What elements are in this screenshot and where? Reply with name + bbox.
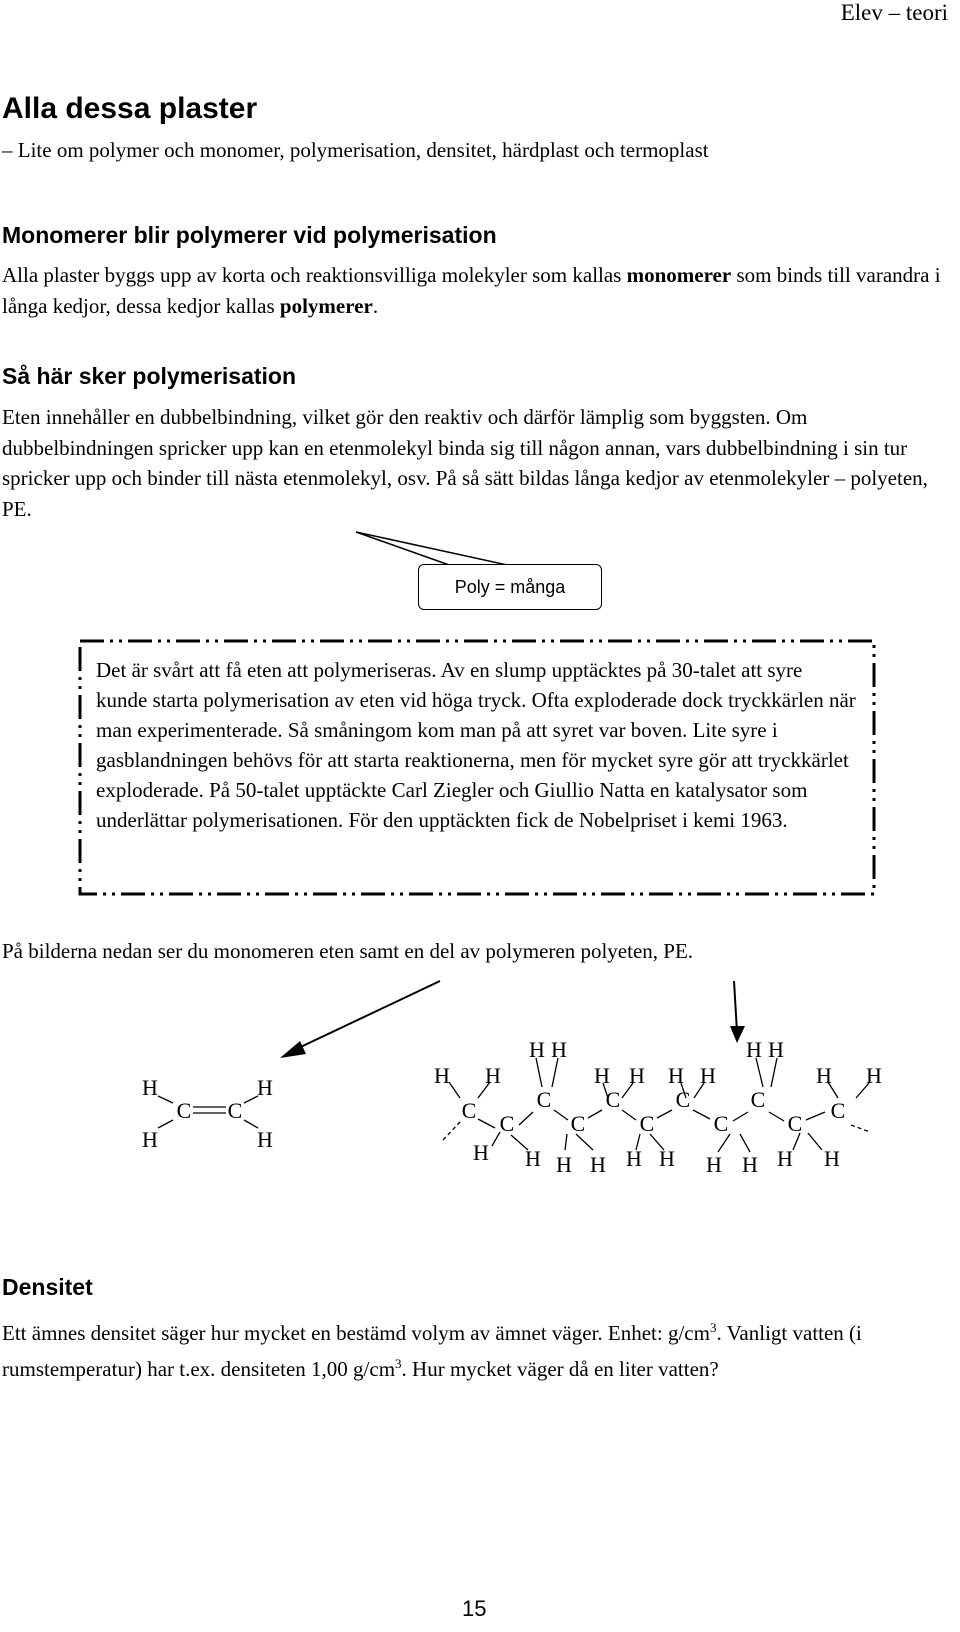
carbon-atom: C (536, 1087, 552, 1112)
text-segment: som binds till varandra i långa kedjor, dessa kedjor kallas (2, 263, 941, 318)
polyethene-bonds (443, 1058, 870, 1152)
carbon-atom: C (830, 1098, 846, 1123)
superscript: 3 (709, 1320, 717, 1335)
hydrogen-atom: H (746, 1037, 762, 1062)
hydrogen-atom: H (668, 1063, 684, 1088)
hydrogen-atom: H (590, 1152, 606, 1177)
carbon-atom: C (499, 1111, 515, 1136)
hydrogen-atom: H (485, 1063, 501, 1088)
page-title: Alla dessa plaster (2, 92, 258, 125)
text-segment: . (372, 293, 379, 318)
hydrogen-atom: H (626, 1146, 642, 1171)
term-monomers: monomerer (626, 263, 732, 287)
carbon-atom: C (176, 1098, 192, 1123)
hydrogen-atom: H (866, 1063, 882, 1088)
text-segment: Ett ämnes densitet säger hur mycket en bestämd volym av ämnet väger. Enhet: g/cm (2, 1321, 710, 1345)
hydrogen-atom: H (556, 1152, 572, 1177)
hydrogen-atom: H (629, 1063, 645, 1088)
heading-monomers: Monomerer blir polymerer vid polymerisation (2, 222, 497, 248)
hydrogen-atom: H (257, 1075, 273, 1100)
carbon-atom: C (675, 1087, 691, 1112)
paragraph-polymerisation: Eten innehåller en dubbelbindning, vilket gör den reaktiv och därför lämplig som byggsten. Om dubbelbindningen spricker upp kan en etenmolekyl binda sig till någon annan, vars dubbelbindning i sin tur spricker upp och binder till nästa etenmolekyl, osv. På så sätt bildas långa kedjor av etenmolekyler – polyeten, PE. (2, 405, 928, 521)
hydrogen-atom: H (700, 1063, 716, 1088)
hydrogen-atom: H (434, 1063, 450, 1088)
page-number: 15 (462, 1596, 487, 1621)
hydrogen-atom: H (742, 1152, 758, 1177)
page-subtitle: – Lite om polymer och monomer, polymerisation, densitet, härdplast och termoplast (2, 138, 709, 162)
hydrogen-atom: H (529, 1037, 545, 1062)
carbon-atom: C (461, 1098, 477, 1123)
polyethene-molecule (434, 1037, 882, 1177)
text-segment: . Vanligt vatten (i rumstemperatur) har t.ex. densiteten 1,00 g/cm (2, 1321, 862, 1381)
bubble-tail (356, 532, 512, 566)
superscript: 3 (395, 1355, 402, 1371)
hydrogen-atom: H (706, 1152, 722, 1177)
fact-box-text: Det är svårt att få eten att polymeriseras. Av en slump upptäcktes på 30-talet att syre kunde starta polymerisation av eten vid höga tryck. Ofta exploderade dock tryckkärlen när man experimenterade. Så småningom kom man på att syret var boven. Lite syre i gasblandningen behövs för att starta reaktionerna, men för mycket syre gör att tryckkärlet exploderade. På 50-talet upptäckte Carl Ziegler och Giullio Natta en katalysator som underlättar polymerisationen. För den upptäckten fick de Nobelpriset i kemi 1963. (96, 658, 856, 832)
hydrogen-atom: H (257, 1127, 273, 1152)
carbon-atom: C (570, 1111, 586, 1136)
arrow-to-polyethene (730, 981, 745, 1043)
pictures-intro: På bilderna nedan ser du monomeren eten samt en del av polymeren polyeten, PE. (2, 939, 694, 963)
carbon-atom: C (787, 1111, 803, 1136)
hydrogen-atom: H (777, 1146, 793, 1171)
page-header: Elev – teori (840, 0, 948, 25)
carbon-atom: C (639, 1111, 655, 1136)
carbon-atom: C (227, 1098, 243, 1123)
text-segment: . Hur mycket väger då en liter vatten? (401, 1356, 719, 1381)
carbon-atom: C (605, 1087, 621, 1112)
hydrogen-atom: H (525, 1146, 541, 1171)
hydrogen-atom: H (142, 1075, 158, 1100)
paragraph-density (2, 1313, 957, 1384)
carbon-atom: C (713, 1111, 729, 1136)
hydrogen-atom: H (659, 1146, 675, 1171)
ethene-bonds (158, 1096, 258, 1128)
carbon-atom: C (750, 1087, 766, 1112)
hydrogen-atom: H (768, 1037, 784, 1062)
heading-polymerisation: Så här sker polymerisation (2, 363, 297, 389)
heading-density: Densitet (2, 1274, 93, 1300)
text-segment: Alla plaster byggs upp av korta och reaktionsvilliga molekyler som kallas (2, 263, 627, 287)
arrow-to-ethene (280, 981, 440, 1058)
hydrogen-atom: H (551, 1037, 567, 1062)
hydrogen-atom: H (816, 1063, 832, 1088)
term-polymers: polymerer (279, 293, 373, 318)
hydrogen-atom: H (473, 1140, 489, 1165)
hydrogen-atom: H (824, 1146, 840, 1171)
hydrogen-atom: H (594, 1063, 610, 1088)
hydrogen-atom: H (142, 1127, 158, 1152)
poly-callout: Poly = många (418, 564, 602, 610)
